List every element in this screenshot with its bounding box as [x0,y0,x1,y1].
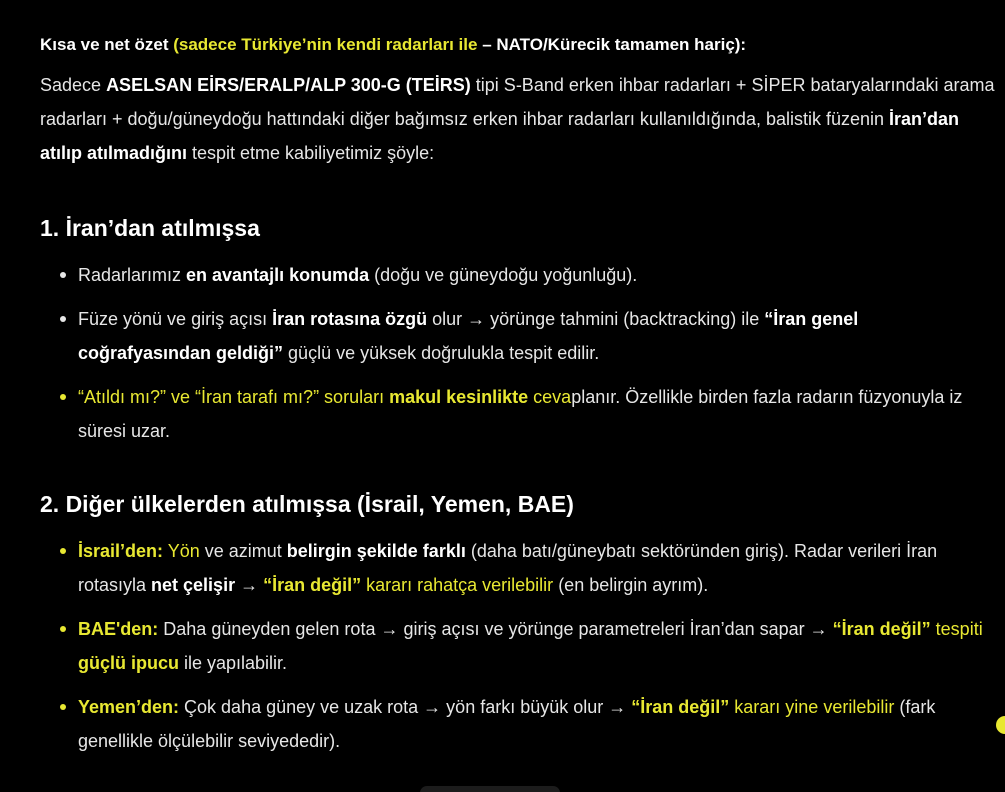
list-item: “Atıldı mı?” ve “İran tarafı mı?” soruları makul kesinlikte cevaplanır. Özellikle birden fazla radarın füzyonuyla iz süresi uzar. [40,380,995,448]
list-item: BAE'den: Daha güneyden gelen rota → giriş açısı ve yörünge parametreleri İran’dan sapar → “İran değil” tespiti güçlü ipucu ile yapılabilir. [40,612,995,680]
bullet-icon [60,394,66,400]
highlight-marker-icon [996,716,1005,734]
list-item: Radarlarımız en avantajlı konumda (doğu ve güneydoğu yoğunluğu). [40,258,995,292]
intro-heading: Kısa ve net özet (sadece Türkiye’nin kendi radarları ile – NATO/Kürecik tamamen hariç): [40,35,747,54]
bullet-icon [60,704,66,710]
bullet-icon [60,272,66,278]
list-item: Füze yönü ve giriş açısı İran rotasına özgü olur → yörünge tahmini (backtracking) ile “İran genel coğrafyasından geldiği” güçlü ve yüksek doğrulukla tespit edilir. [40,302,995,370]
list-item: Yemen’den: Çok daha güney ve uzak rota → yön farkı büyük olur → “İran değil” kararı yine verilebilir (fark genellikle ölçülebilir seviyededir). [40,690,995,758]
section-2-heading: 2. Diğer ülkelerden atılmışsa (İsrail, Yemen, BAE) [40,491,574,517]
section-2-list [40,534,995,758]
bullet-icon [60,316,66,322]
section-1-heading: 1. İran’dan atılmışsa [40,215,260,241]
list-item: İsrail’den: Yön ve azimut belirgin şekilde farklı (daha batı/güneybatı sektöründen giriş). Radar verileri İran rotasıyla net çelişir → “İran değil” kararı rahatça verilebilir (en belirgin ayrım). [40,534,995,602]
section-1-list [40,258,995,448]
intro-paragraph: Sadece ASELSAN EİRS/ERALP/ALP 300-G (TEİRS) tipi S-Band erken ihbar radarları + SİPER bataryalarındaki arama radarları + doğu/güneydoğu hattındaki diğer bağımsız erken ihbar radarları kullanıldığında, balistik füzenin İran’dan atılıp atılmadığını tespit etme kabiliyetimiz şöyle: [40,75,995,163]
message-content [40,30,995,768]
bullet-icon [60,548,66,554]
scroll-to-bottom-button[interactable] [420,786,560,792]
bullet-icon [60,626,66,632]
